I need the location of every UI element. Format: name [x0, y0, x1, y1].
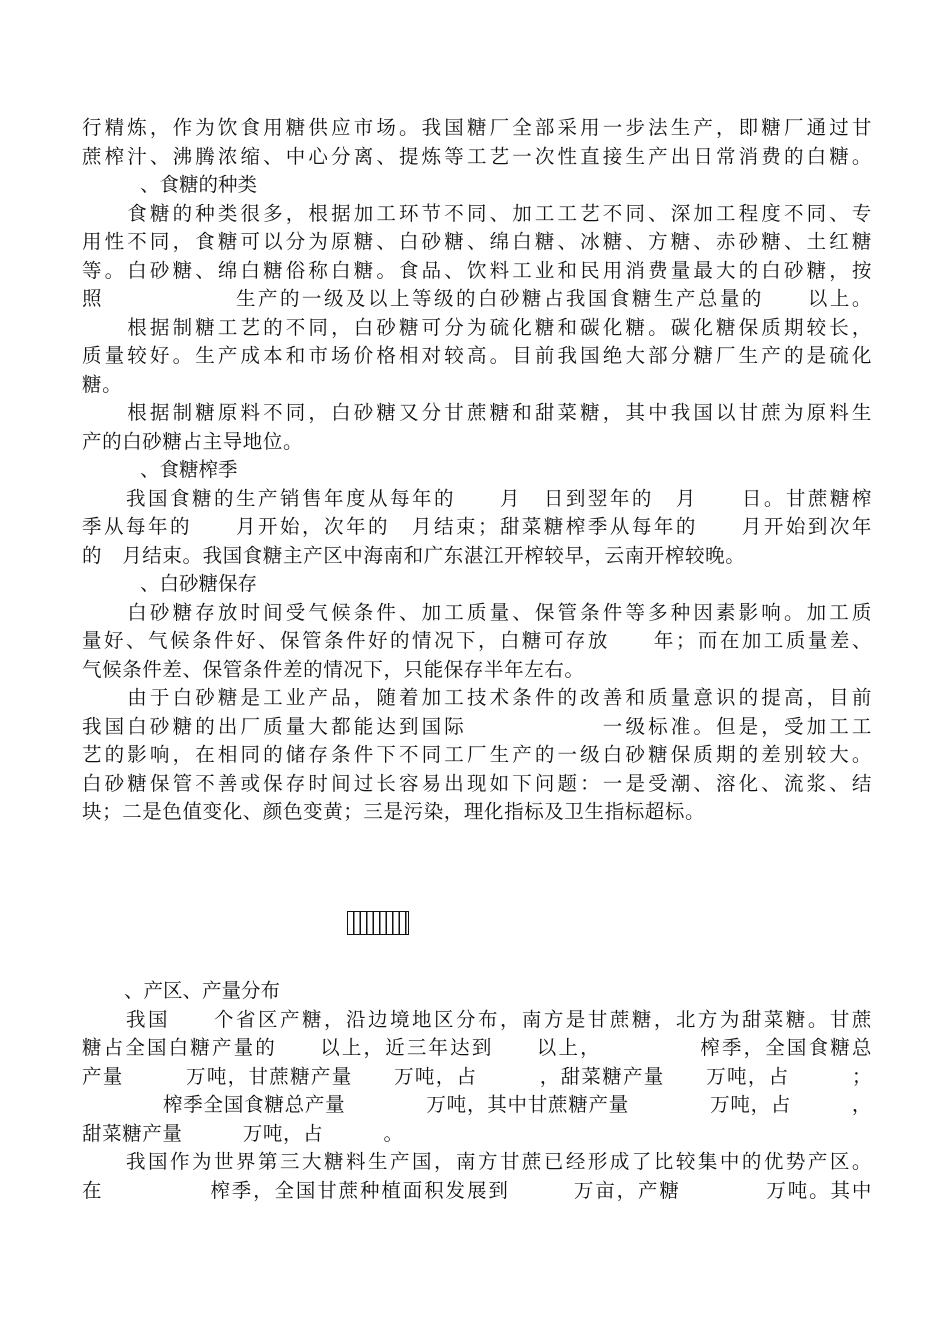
paragraph-line: 我国 个省区产糖，沿边境地区分布，南方是甘蔗糖，北方为甜菜糖。甘蔗	[82, 1008, 872, 1031]
paragraph-line: 糖占全国白糖产量的 以上，近三年达到 以上， 榨季，全国食糖总	[82, 1036, 872, 1059]
paragraph-line: 照 生产的一级及以上等级的白砂糖占我国食糖生产总量的 以上。	[82, 287, 872, 310]
paragraph-line: 块；二是色值变化、颜色变黄；三是污染，理化指标及卫生指标超标。	[82, 800, 706, 823]
paragraph-line: 蔗榨汁、沸腾浓缩、中心分离、提炼等工艺一次性直接生产出日常消费的白糖。	[82, 145, 872, 168]
paragraph-line: 根据制糖工艺的不同，白砂糖可分为硫化糖和碳化糖。碳化糖保质期较长，	[82, 316, 872, 339]
paragraph-line: 我国食糖的生产销售年度从每年的 月 日到翌年的 月 日。甘蔗糖榨	[82, 487, 872, 510]
section-heading: 、白砂糖保存	[140, 572, 258, 595]
paragraph-line: 根据制糖原料不同，白砂糖又分甘蔗糖和甜菜糖，其中我国以甘蔗为原料生	[82, 401, 872, 424]
paragraph-line: 气候条件差、保管条件差的情况下，只能保存半年左右。	[82, 658, 585, 681]
section-heading: 、食糖的种类	[140, 173, 258, 196]
paragraph-line: 糖。	[82, 373, 123, 396]
paragraph-line: 白砂糖存放时间受气候条件、加工质量、保管条件等多种因素影响。加工质	[82, 601, 872, 624]
missing-glyph-title	[347, 911, 409, 935]
paragraph-line: 产的白砂糖占主导地位。	[82, 430, 304, 453]
paragraph-line: 我国白砂糖的出厂质量大都能达到国际 一级标准。但是，受加工工	[82, 715, 872, 738]
paragraph-line: 食糖的种类很多，根据加工环节不同、加工工艺不同、深加工程度不同、专	[82, 202, 872, 225]
paragraph-line: 行精炼，作为饮食用糖供应市场。我国糖厂全部采用一步法生产，即糖厂通过甘	[82, 116, 872, 139]
paragraph-line: 艺的影响，在相同的储存条件下不同工厂生产的一级白砂糖保质期的差别较大。	[82, 743, 872, 766]
paragraph-line: 量好、气候条件好、保管条件好的情况下，白糖可存放 年；而在加工质量差、	[82, 629, 872, 652]
paragraph-line: 甜菜糖产量 万吨，占 。	[82, 1122, 404, 1145]
paragraph-line: 的 月结束。我国食糖主产区中海南和广东湛江开榨较早，云南开榨较晚。	[82, 544, 746, 567]
paragraph-line: 等。白砂糖、绵白糖俗称白糖。食品、饮料工业和民用消费量最大的白砂糖，按	[82, 259, 872, 282]
paragraph-line: 在 榨季，全国甘蔗种植面积发展到 万亩，产糖 万吨。其中	[82, 1179, 872, 1202]
paragraph-line: 用性不同，食糖可以分为原糖、白砂糖、绵白糖、冰糖、方糖、赤砂糖、土红糖	[82, 230, 872, 253]
paragraph-line: 季从每年的 月开始，次年的 月结束；甜菜糖榨季从每年的 月开始到次年	[82, 515, 872, 538]
paragraph-line: 质量较好。生产成本和市场价格相对较高。目前我国绝大部分糖厂生产的是硫化	[82, 344, 872, 367]
paragraph-line: 我国作为世界第三大糖料生产国，南方甘蔗已经形成了比较集中的优势产区。	[82, 1150, 872, 1173]
paragraph-line: 由于白砂糖是工业产品，随着加工技术条件的改善和质量意识的提高，目前	[82, 686, 872, 709]
section-heading: 、产区、产量分布	[124, 979, 281, 1002]
paragraph-line: 产量 万吨，甘蔗糖产量 万吨，占 ，甜菜糖产量 万吨，占 ；	[82, 1065, 872, 1088]
paragraph-line: 白砂糖保管不善或保存时间过长容易出现如下问题：一是受潮、溶化、流浆、结	[82, 772, 872, 795]
section-heading: 、食糖榨季	[140, 458, 238, 481]
paragraph-line: 榨季全国食糖总产量 万吨，其中甘蔗糖产量 万吨，占 ，	[82, 1093, 872, 1116]
